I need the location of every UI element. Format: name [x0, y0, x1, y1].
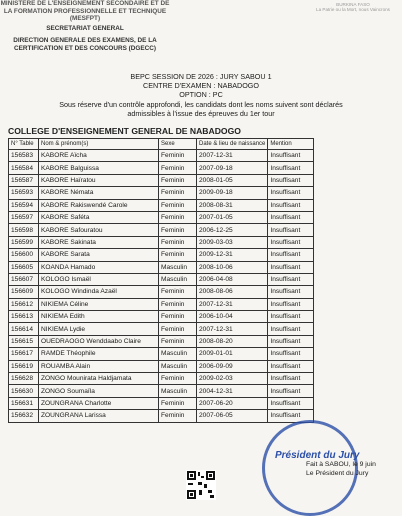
secretariat-label: SECRETARIAT GENERAL: [46, 24, 124, 32]
sex-cell: Feminin: [159, 236, 197, 248]
country-name: BURKINA FASO: [336, 2, 370, 7]
table-row: [9, 150, 314, 162]
ministry-header: [0, 0, 170, 53]
mention-cell: Insuffisant: [268, 385, 314, 397]
birth-cell: 2009-03-03: [197, 236, 268, 248]
notice-line-2: admissibles à l'issue des épreuves du 1er tour: [127, 109, 275, 118]
table-row: [9, 335, 314, 347]
name-cell: ZONGO Soumaïla: [39, 385, 159, 397]
name-cell: RAMDE Théophile: [39, 348, 159, 360]
session-title: BEPC SESSION DE 2026 : JURY SABOU 1: [130, 72, 272, 81]
sex-cell: Feminin: [159, 174, 197, 186]
table-number-cell: 156583: [9, 150, 39, 162]
birth-cell: 2008-01-05: [197, 174, 268, 186]
mention-cell: Insuffisant: [268, 236, 314, 248]
name-cell: KABORE Rakiswendé Carole: [39, 199, 159, 211]
birth-cell: 2008-10-06: [197, 261, 268, 273]
sex-cell: Feminin: [159, 249, 197, 261]
notice-line-1: Sous réserve d'un contrôle approfondi, les candidats dont les noms suivent sont déclarés: [59, 100, 343, 109]
birth-cell: 2009-09-18: [197, 187, 268, 199]
header-mention: Mention: [268, 139, 314, 150]
header-name: Nom & prénom(s): [39, 139, 159, 150]
birth-cell: 2006-09-09: [197, 360, 268, 372]
sex-cell: Feminin: [159, 410, 197, 422]
sex-cell: Feminin: [159, 150, 197, 162]
table-row: [9, 360, 314, 372]
mention-cell: Insuffisant: [268, 360, 314, 372]
sex-cell: Masculin: [159, 261, 197, 273]
table-number-cell: 156617: [9, 348, 39, 360]
sex-cell: Feminin: [159, 323, 197, 335]
birth-cell: 2007-12-31: [197, 150, 268, 162]
mention-cell: Insuffisant: [268, 187, 314, 199]
school-name: COLLEGE D'ENSEIGNEMENT GENERAL DE NABADOGO: [8, 126, 241, 136]
mention-cell: Insuffisant: [268, 335, 314, 347]
name-cell: KABORE Saféta: [39, 211, 159, 223]
name-cell: KABORE Balguissa: [39, 162, 159, 174]
table-row: [9, 311, 314, 323]
sex-cell: Feminin: [159, 397, 197, 409]
birth-cell: 2007-09-18: [197, 162, 268, 174]
signature-place-date: Fait à SABOU, le 9 juin: [306, 461, 376, 468]
table-number-cell: 156631: [9, 397, 39, 409]
sex-cell: Feminin: [159, 298, 197, 310]
sex-cell: Feminin: [159, 211, 197, 223]
birth-cell: 2006-10-04: [197, 311, 268, 323]
birth-cell: 2008-08-31: [197, 199, 268, 211]
table-number-cell: 156632: [9, 410, 39, 422]
mention-cell: Insuffisant: [268, 410, 314, 422]
sex-cell: Feminin: [159, 199, 197, 211]
birth-cell: 2006-12-25: [197, 224, 268, 236]
table-number-cell: 156593: [9, 187, 39, 199]
name-cell: KABORE Sakinata: [39, 236, 159, 248]
direction-label: DIRECTION GENERALE DES EXAMENS, DE LA CERTIFICATION ET DES CONCOURS (DGECC): [13, 37, 157, 52]
table-number-cell: 156614: [9, 323, 39, 335]
birth-cell: 2009-12-31: [197, 249, 268, 261]
birth-cell: 2007-06-05: [197, 410, 268, 422]
table-row: [9, 261, 314, 273]
table-number-cell: 156615: [9, 335, 39, 347]
table-number-cell: 156594: [9, 199, 39, 211]
table-number-cell: 156584: [9, 162, 39, 174]
table-number-cell: 156587: [9, 174, 39, 186]
name-cell: OUEDRAOGO Wenddaabo Claire: [39, 335, 159, 347]
header-table-number: N° Table: [9, 139, 39, 150]
table-row: [9, 174, 314, 186]
stamp-text: Président du Jury: [275, 450, 360, 461]
mention-cell: Insuffisant: [268, 286, 314, 298]
mention-cell: Insuffisant: [268, 273, 314, 285]
sex-cell: Masculin: [159, 273, 197, 285]
table-body: [9, 150, 314, 423]
name-cell: ROUAMBA Alain: [39, 360, 159, 372]
sex-cell: Feminin: [159, 373, 197, 385]
results-table: [8, 138, 314, 423]
birth-cell: 2007-12-31: [197, 298, 268, 310]
name-cell: ZONGO Mounirata Haldjamata: [39, 373, 159, 385]
table-row: [9, 298, 314, 310]
mention-cell: Insuffisant: [268, 199, 314, 211]
name-cell: KABORE Némata: [39, 187, 159, 199]
exam-option: OPTION : PC: [179, 90, 223, 99]
mention-cell: Insuffisant: [268, 174, 314, 186]
birth-cell: 2009-02-03: [197, 373, 268, 385]
mention-cell: Insuffisant: [268, 298, 314, 310]
table-number-cell: 156628: [9, 373, 39, 385]
name-cell: KOANDA Hamado: [39, 261, 159, 273]
table-number-cell: 156605: [9, 261, 39, 273]
table-row: [9, 273, 314, 285]
mention-cell: Insuffisant: [268, 211, 314, 223]
table-row: [9, 323, 314, 335]
table-header-row: [9, 139, 314, 150]
country-header: [308, 2, 398, 13]
table-row: [9, 286, 314, 298]
table-number-cell: 156609: [9, 286, 39, 298]
name-cell: KABORE Safouratou: [39, 224, 159, 236]
table-number-cell: 156607: [9, 273, 39, 285]
name-cell: KOLOGO Ismaël: [39, 273, 159, 285]
mention-cell: Insuffisant: [268, 249, 314, 261]
sex-cell: Masculin: [159, 360, 197, 372]
table-row: [9, 385, 314, 397]
table-number-cell: 156597: [9, 211, 39, 223]
ministry-name: MINISTERE DE L'ENSEIGNEMENT SECONDAIRE ET DE LA FORMATION PROFESSIONNELLE ET TECHNIQUE (MESFPT): [0, 0, 170, 23]
name-cell: NIKIEMA Lydie: [39, 323, 159, 335]
birth-cell: 2009-01-01: [197, 348, 268, 360]
signature-title: Le Président du Jury: [306, 470, 369, 477]
header-sex: Sexe: [159, 139, 197, 150]
sex-cell: Feminin: [159, 286, 197, 298]
table-row: [9, 348, 314, 360]
mention-cell: Insuffisant: [268, 261, 314, 273]
table-number-cell: 156600: [9, 249, 39, 261]
table-row: [9, 249, 314, 261]
table-number-cell: 156619: [9, 360, 39, 372]
table-row: [9, 410, 314, 422]
table-row: [9, 373, 314, 385]
mention-cell: Insuffisant: [268, 348, 314, 360]
table-number-cell: 156599: [9, 236, 39, 248]
mention-cell: Insuffisant: [268, 150, 314, 162]
country-motto: La Patrie ou la Mort, nous Vaincrons: [316, 7, 390, 13]
name-cell: KOLOGO Windinda Azaël: [39, 286, 159, 298]
name-cell: ZOUNGRANA Charlotte: [39, 397, 159, 409]
signature-block: [306, 460, 396, 478]
table-row: [9, 187, 314, 199]
table-number-cell: 156630: [9, 385, 39, 397]
birth-cell: 2007-12-31: [197, 323, 268, 335]
table-row: [9, 397, 314, 409]
table-number-cell: 156612: [9, 298, 39, 310]
table-row: [9, 236, 314, 248]
table-number-cell: 156613: [9, 311, 39, 323]
exam-center: CENTRE D'EXAMEN : NABADOGO: [143, 81, 259, 90]
name-cell: KABORE Aïcha: [39, 150, 159, 162]
mention-cell: Insuffisant: [268, 397, 314, 409]
table-row: [9, 162, 314, 174]
header-birth: Date & lieu de naissance: [197, 139, 268, 150]
birth-cell: 2006-04-08: [197, 273, 268, 285]
birth-cell: 2007-06-20: [197, 397, 268, 409]
table-row: [9, 199, 314, 211]
table-row: [9, 224, 314, 236]
name-cell: ZOUNGRANA Larissa: [39, 410, 159, 422]
qr-code-icon: [186, 470, 216, 500]
sex-cell: Feminin: [159, 162, 197, 174]
sex-cell: Feminin: [159, 224, 197, 236]
birth-cell: 2007-01-05: [197, 211, 268, 223]
birth-cell: 2004-12-31: [197, 385, 268, 397]
mention-cell: Insuffisant: [268, 224, 314, 236]
name-cell: KABORE Sarata: [39, 249, 159, 261]
mention-cell: Insuffisant: [268, 323, 314, 335]
sex-cell: Masculin: [159, 385, 197, 397]
sex-cell: Feminin: [159, 311, 197, 323]
sex-cell: Masculin: [159, 348, 197, 360]
birth-cell: 2008-08-20: [197, 335, 268, 347]
birth-cell: 2008-08-06: [197, 286, 268, 298]
mention-cell: Insuffisant: [268, 373, 314, 385]
name-cell: NIKIEMA Edith: [39, 311, 159, 323]
mention-cell: Insuffisant: [268, 311, 314, 323]
name-cell: KABORE Haïratou: [39, 174, 159, 186]
sex-cell: Feminin: [159, 335, 197, 347]
sex-cell: Feminin: [159, 187, 197, 199]
name-cell: NIKIEMA Céline: [39, 298, 159, 310]
mention-cell: Insuffisant: [268, 162, 314, 174]
table-number-cell: 156598: [9, 224, 39, 236]
table-row: [9, 211, 314, 223]
